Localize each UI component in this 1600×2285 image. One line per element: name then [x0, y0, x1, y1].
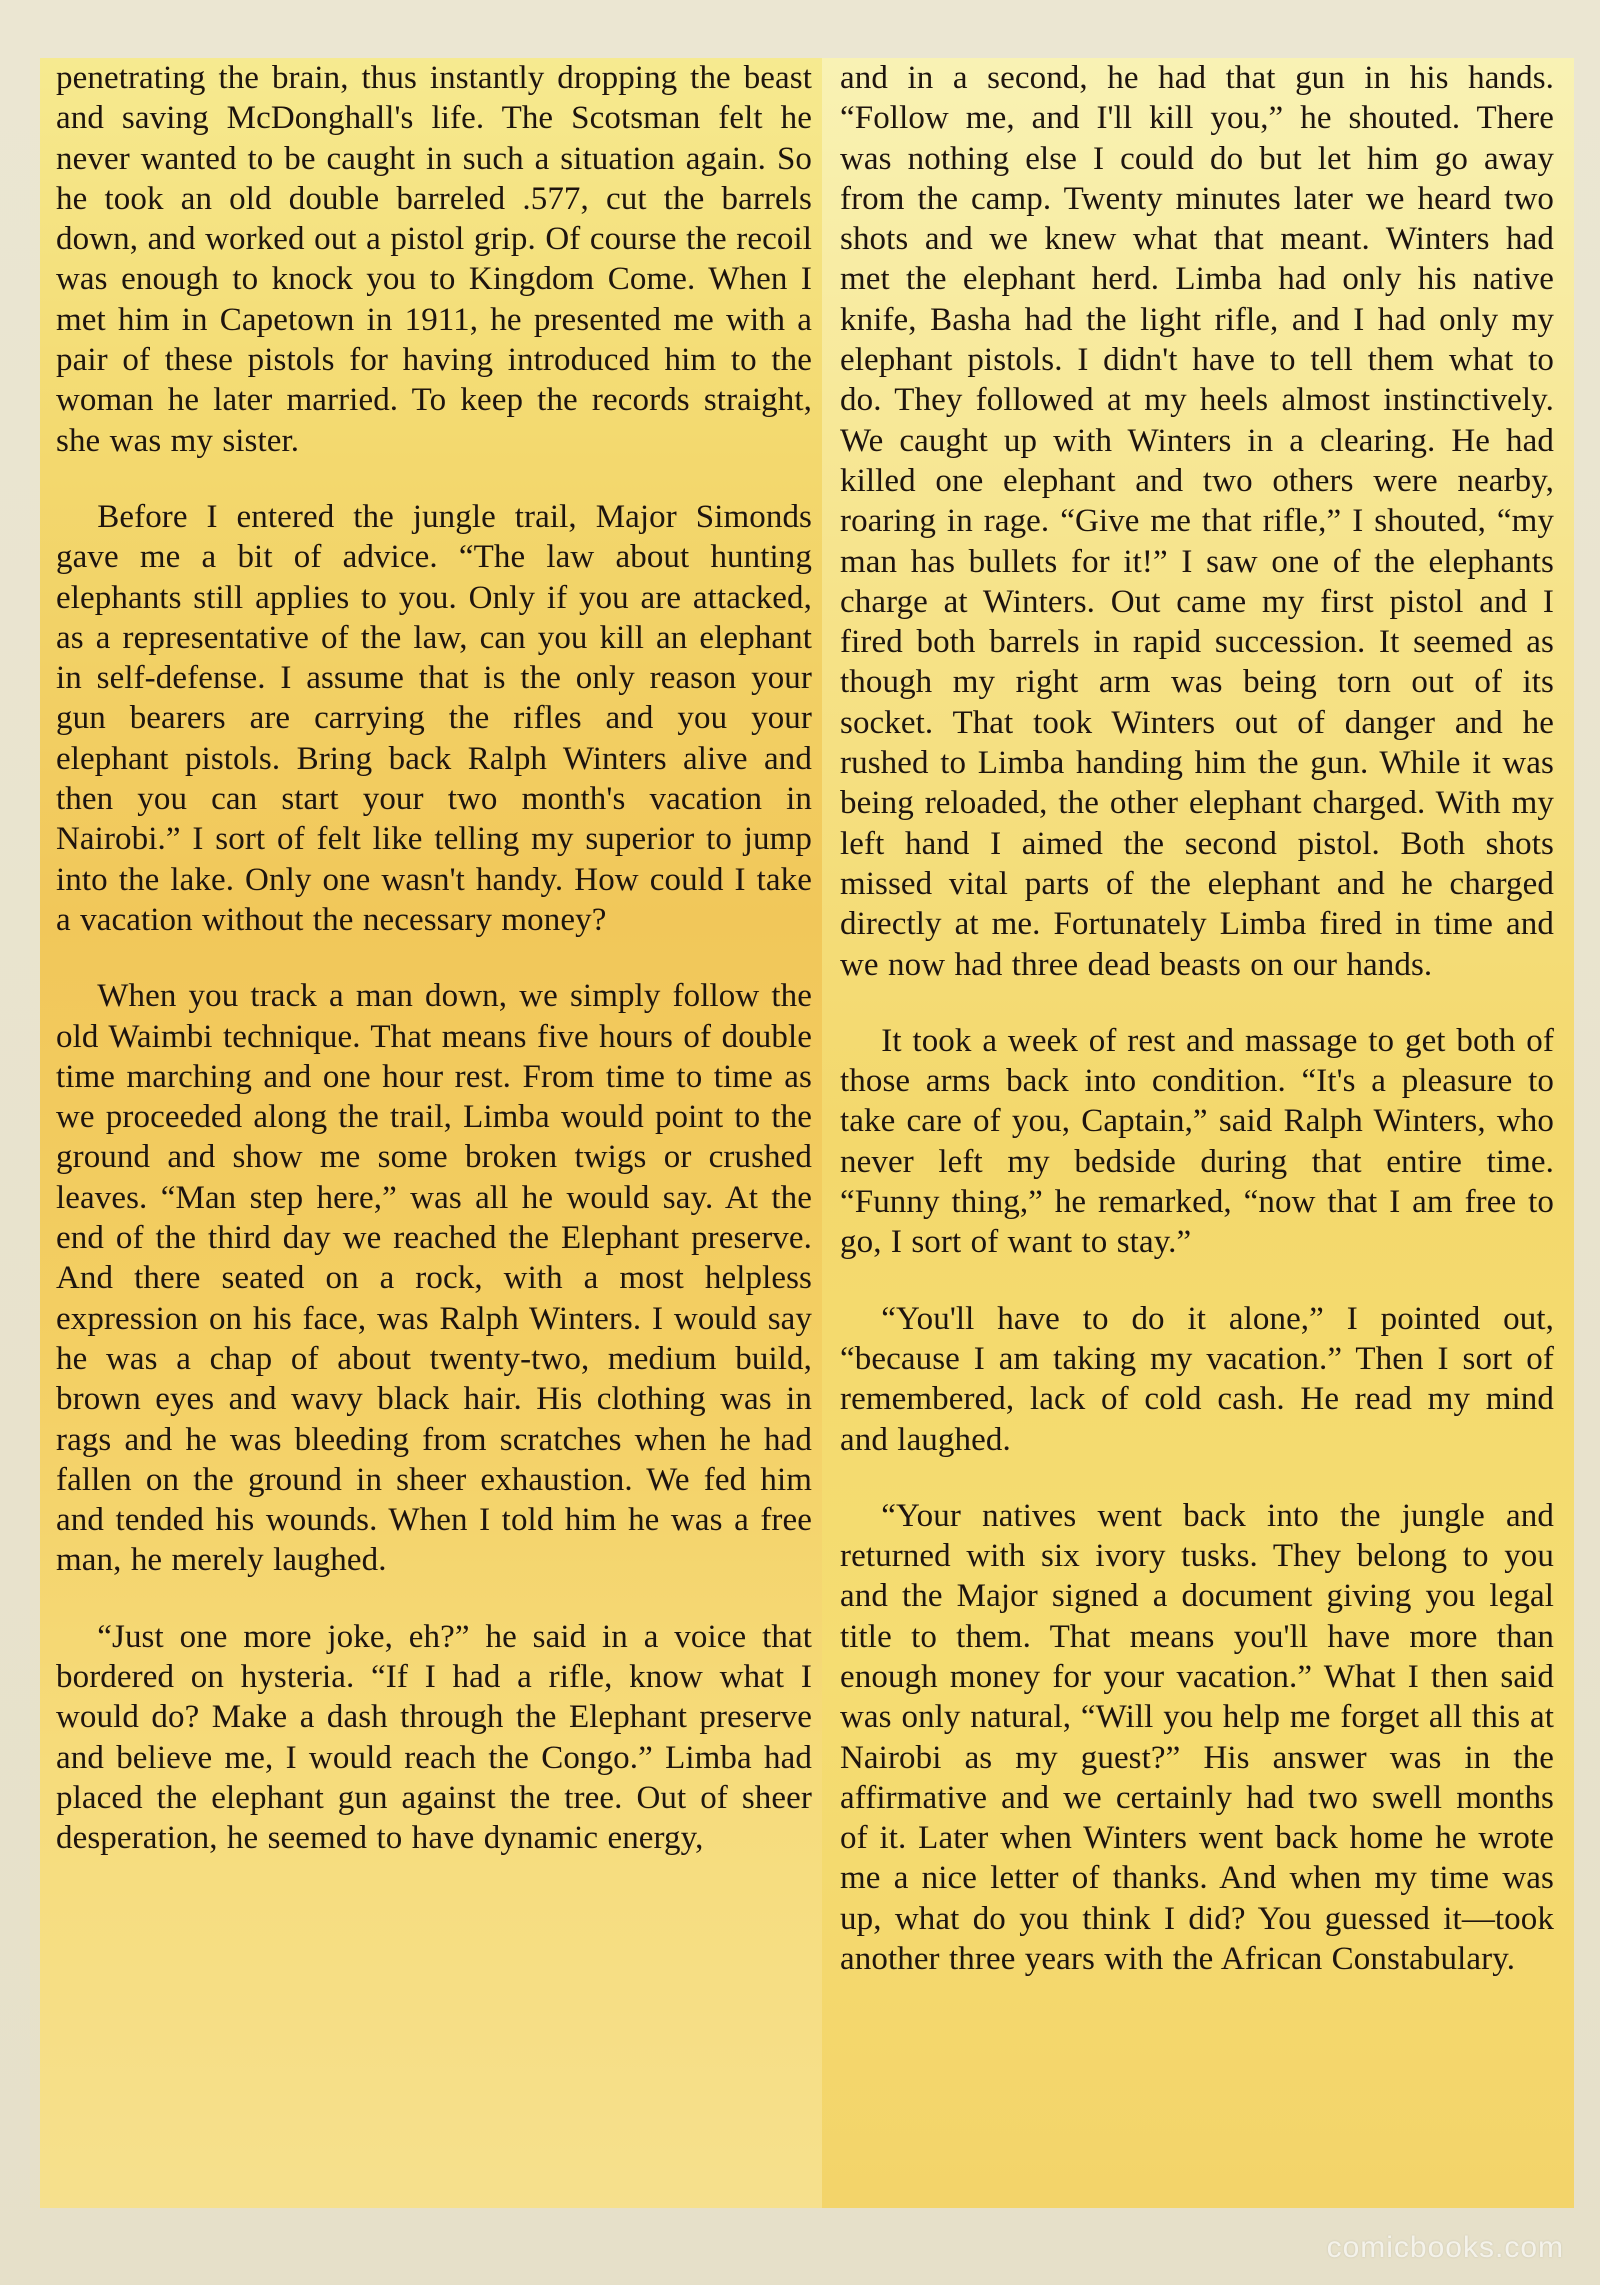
left-text-column: [40, 58, 830, 2208]
right-text-column: [822, 58, 1574, 2208]
watermark: comicbooks.com: [1326, 2231, 1564, 2264]
paragraph: “Your natives went back into the jungle and returned with six ivory tusks. They belong to you and the Major signed a document giving you legal title to them. That means you'll have more than enough money for your vacation.” What I then said was only natural, “Will you help me forget all this at Nairobi as my guest?” His answer was in the affirmative and we certainly had two swell months of it. Later when Winters went back home he wrote me a nice letter of thanks. And when my time was up, what do you think I did? You guessed it—took another three years with the African Constabulary.: [840, 1497, 1554, 1978]
paragraph: “You'll have to do it alone,” I pointed out, “because I am taking my vacation.” Then I sort of remembered, lack of cold cash. He read my mind and laughed.: [840, 1300, 1554, 1458]
paragraph: “Just one more joke, eh?” he said in a voice that bordered on hysteria. “If I had a rifle, know what I would do? Make a dash through the Elephant preserve and believe me, I would reach the Congo.” Limba had placed the elephant gun against the tree. Out of sheer desperation, he seemed to have dynamic energy,: [56, 1618, 812, 1857]
paragraph: Before I entered the jungle trail, Major Simonds gave me a bit of advice. “The law about hunting elephants still applies to you. Only if you are attacked, as a representative of the law, can you kill an elephant in self-defense. I assume that is the only reason your gun bearers are carrying the rifles and you your elephant pistols. Bring back Ralph Winters alive and then you can start your two month's vacation in Nairobi.” I sort of felt like telling my superior to jump into the lake. Only one wasn't handy. How could I take a vacation without the necessary money?: [56, 498, 812, 938]
paragraph: It took a week of rest and massage to get both of those arms back into condition. “It's a pleasure to take care of you, Captain,” said Ralph Winters, who never left my bedside during that entire time. “Funny thing,” he remarked, “now that I am free to go, I sort of want to stay.”: [840, 1022, 1554, 1261]
paragraph: When you track a man down, we simply follow the old Waimbi technique. That means five hours of double time marching and one hour rest. From time to time as we proceeded along the trail, Limba would point to the ground and show me some broken twigs or crushed leaves. “Man step here,” was all he would say. At the end of the third day we reached the Elephant preserve. And there seated on a rock, with a most helpless expression on his face, was Ralph Winters. I would say he was a chap of about twenty-two, medium build, brown eyes and wavy black hair. His clothing was in rags and he was bleeding from scratches when he had fallen on the ground in sheer exhaustion. We fed him and tended his wounds. When I told him he was a free man, he merely laughed.: [56, 978, 812, 1579]
paragraph: and in a second, he had that gun in his hands. “Follow me, and I'll kill you,” he shouted. There was nothing else I could do but let him go away from the camp. Twenty minutes later we heard two shots and we knew what that meant. Winters had met the elephant herd. Limba had only his native knife, Basha had the light rifle, and I had only my elephant pistols. I didn't have to tell them what to do. They followed at my heels almost instinctively. We caught up with Winters in a clearing. He had killed one elephant and two others were nearby, roaring in rage. “Give me that rifle,” I shouted, “my man has bullets for it!” I saw one of the elephants charge at Winters. Out came my first pistol and I fired both barrels in rapid succession. It seemed as though my right arm was being torn out of its socket. That took Winters out of danger and he rushed to Limba handing him the gun. While it was being reloaded, the other elephant charged. With my left hand I aimed the second pistol. Both shots missed vital parts of the elephant and he charged directly at me. Fortunately Limba fired in time and we now had three dead beasts on our hands.: [840, 60, 1554, 983]
paragraph: penetrating the brain, thus instantly dropping the beast and saving McDonghall's life. The Scotsman felt he never wanted to be caught in such a situation again. So he took an old double barreled .577, cut the barrels down, and worked out a pistol grip. Of course the recoil was enough to knock you to Kingdom Come. When I met him in Capetown in 1911, he presented me with a pair of these pistols for having introduced him to the woman he later married. To keep the records straight, she was my sister.: [56, 60, 812, 459]
